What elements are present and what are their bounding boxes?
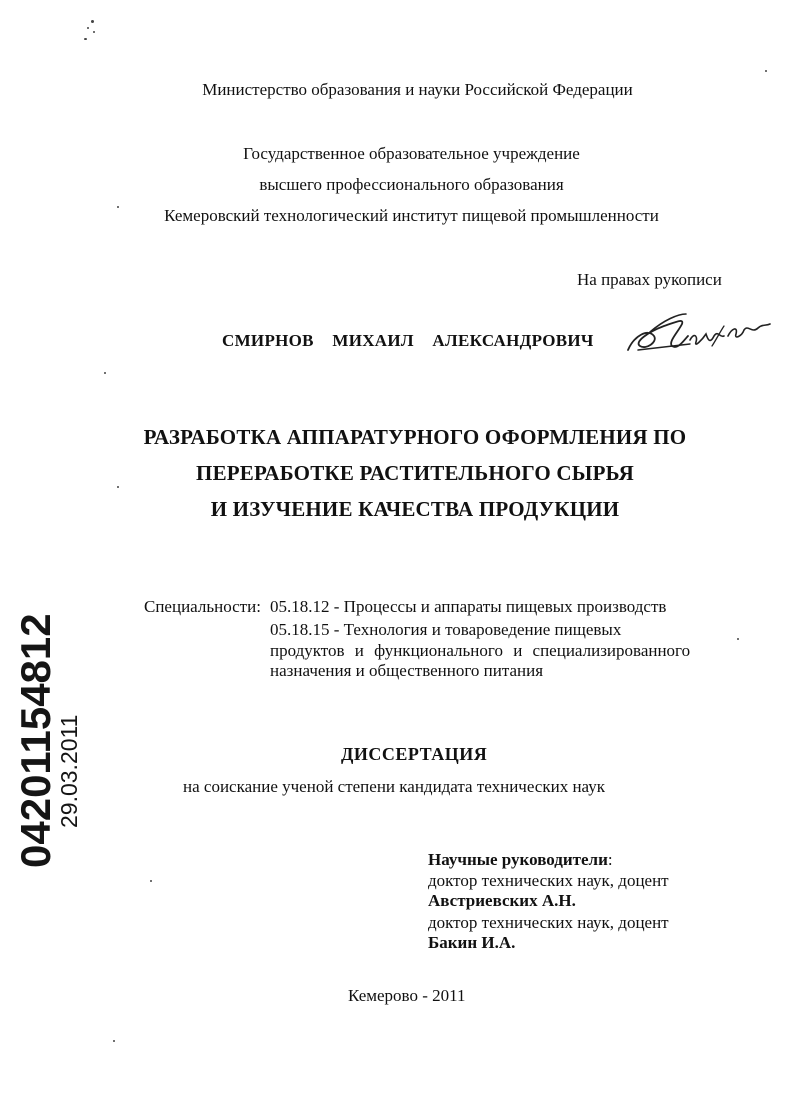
specialties-label: Специальности:	[144, 597, 261, 616]
scan-speck	[91, 20, 94, 23]
institution-line-2: высшего профессионального образования	[259, 175, 564, 194]
supervisor-1-name: Австриевских А.Н.	[428, 891, 576, 910]
dissertation-heading: ДИССЕРТАЦИЯ	[341, 744, 488, 764]
supervisors-colon: :	[607, 850, 613, 869]
specialty-2-line-3: назначения и общественного питания	[270, 661, 544, 680]
supervisors-heading-row	[428, 850, 613, 870]
scan-speck	[150, 880, 152, 882]
institution-line-3: Кемеровский технологический институт пищевой промышленности	[164, 206, 659, 225]
place-year: Кемерово - 2011	[348, 986, 466, 1005]
institution-line-1: Государственное образовательное учреждение	[243, 144, 580, 163]
scan-speck	[87, 27, 89, 29]
supervisor-1-degree: доктор технических наук, доцент	[428, 871, 669, 890]
manuscript-note: На правах рукописи	[577, 270, 722, 289]
scan-speck	[765, 70, 767, 72]
library-stamp-code: 04201154812	[12, 613, 59, 868]
scan-speck	[84, 38, 87, 40]
scan-speck	[117, 486, 119, 488]
supervisor-2-name: Бакин И.А.	[428, 933, 516, 952]
title-line-2: ПЕРЕРАБОТКЕ РАСТИТЕЛЬНОГО СЫРЬЯ	[196, 461, 634, 485]
specialty-2-line-2: продуктов и функционального и специализированного	[270, 641, 691, 660]
supervisors-heading: Научные руководители	[428, 850, 608, 869]
scan-speck	[93, 31, 95, 33]
scan-speck	[104, 372, 106, 374]
dissertation-subtitle: на соискание ученой степени кандидата технических наук	[183, 777, 606, 796]
supervisor-2-degree: доктор технических наук, доцент	[428, 913, 669, 932]
signature	[624, 306, 774, 358]
author-name: СМИРНОВ МИХАИЛ АЛЕКСАНДРОВИЧ	[222, 331, 594, 350]
title-line-3: И ИЗУЧЕНИЕ КАЧЕСТВА ПРОДУКЦИИ	[210, 497, 620, 521]
specialty-2-line-1: 05.18.15 - Технология и товароведение пищевых	[270, 620, 622, 639]
title-line-1: РАЗРАБОТКА АППАРАТУРНОГО ОФОРМЛЕНИЯ ПО	[143, 425, 687, 449]
scan-speck	[737, 638, 739, 640]
library-stamp-date: 29.03.2011	[56, 714, 82, 828]
ministry-line: Министерство образования и науки Российской Федерации	[202, 80, 633, 99]
specialty-1: 05.18.12 - Процессы и аппараты пищевых производств	[270, 597, 667, 616]
scan-speck	[113, 1040, 115, 1042]
